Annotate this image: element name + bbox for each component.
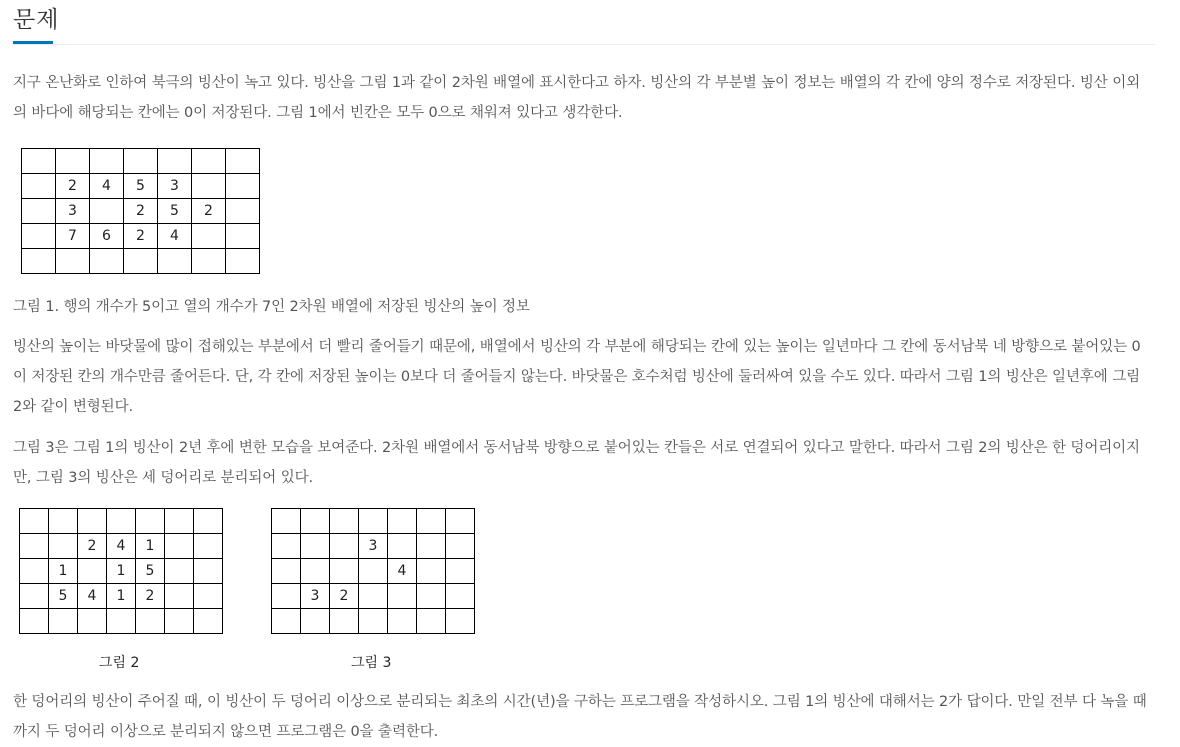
grid-cell: 1: [107, 584, 136, 609]
grid-cell: [388, 609, 417, 634]
grid-cell: [158, 249, 192, 274]
grid-cell: [56, 249, 90, 274]
grid-cell: [330, 559, 359, 584]
paragraph-connectivity: 그림 3은 그림 1의 빙산이 2년 후에 변한 모습을 보여준다. 2차원 배열에서 동서남북 방향으로 붙어있는 칸들은 서로 연결되어 있다고 말한다. 따라서 그림 2의 빙산은 한 덩어리이지만, 그림 3의 빙산은 세 덩어리로 분리되어 있다.: [13, 440, 1140, 486]
grid-row: [20, 559, 223, 584]
grid-row: [20, 509, 223, 534]
grid-cell: [194, 559, 223, 584]
grid-cell: [446, 609, 475, 634]
grid-cell: [301, 509, 330, 534]
grid-row: [272, 584, 475, 609]
grid-cell: [272, 584, 301, 609]
grid-cell: [165, 509, 194, 534]
grid-cell: [20, 584, 49, 609]
grid-cell: [301, 609, 330, 634]
grid-cell: [22, 199, 56, 224]
grid-cell: 2: [124, 224, 158, 249]
grid-row: [22, 199, 260, 224]
grid-cell: [22, 149, 56, 174]
grid-cell: [359, 584, 388, 609]
grid-cell: [20, 559, 49, 584]
grid-row: [22, 249, 260, 274]
grid-cell: [446, 559, 475, 584]
grid-cell: 1: [136, 534, 165, 559]
grid-cell: [194, 584, 223, 609]
grid-cell: [192, 224, 226, 249]
grid-cell: 4: [90, 174, 124, 199]
grid-row: [20, 609, 223, 634]
grid-cell: 2: [56, 174, 90, 199]
grid-cell: 4: [107, 534, 136, 559]
grid-cell: [226, 224, 260, 249]
grid-cell: [272, 534, 301, 559]
section-heading: [13, 0, 59, 40]
section-title: 문제: [13, 7, 60, 33]
grid-cell: 2: [192, 199, 226, 224]
grid-cell: [20, 509, 49, 534]
grid-cell: [124, 149, 158, 174]
grid-cell: [136, 509, 165, 534]
grid-cell: [226, 149, 260, 174]
grid-cell: 2: [136, 584, 165, 609]
grid-cell: [78, 559, 107, 584]
grid-cell: 2: [78, 534, 107, 559]
figure-1-grid: [21, 148, 260, 274]
grid-cell: [446, 534, 475, 559]
grid-cell: [388, 509, 417, 534]
grid-cell: [136, 609, 165, 634]
grid-cell: [301, 559, 330, 584]
figure-2-label: 그림 2: [99, 655, 140, 671]
grid-row: [272, 609, 475, 634]
grid-cell: [192, 249, 226, 274]
grid-cell: [272, 609, 301, 634]
grid-cell: [388, 534, 417, 559]
grid-cell: [90, 249, 124, 274]
grid-cell: [165, 609, 194, 634]
grid-cell: [22, 174, 56, 199]
grid-row: [20, 534, 223, 559]
grid-cell: [388, 584, 417, 609]
grid-cell: [417, 509, 446, 534]
grid-row: [22, 149, 260, 174]
grid-cell: 4: [388, 559, 417, 584]
grid-cell: [417, 559, 446, 584]
grid-cell: [165, 584, 194, 609]
grid-cell: 6: [90, 224, 124, 249]
grid-cell: [56, 149, 90, 174]
grid-cell: [359, 609, 388, 634]
grid-cell: [22, 249, 56, 274]
grid-row: [20, 584, 223, 609]
grid-cell: [107, 609, 136, 634]
grid-cell: [194, 534, 223, 559]
grid-cell: 3: [359, 534, 388, 559]
grid-cell: 3: [158, 174, 192, 199]
grid-cell: [226, 174, 260, 199]
grid-row: [272, 509, 475, 534]
grid-cell: [194, 509, 223, 534]
grid-cell: [417, 609, 446, 634]
grid-cell: [192, 174, 226, 199]
grid-cell: 1: [49, 559, 78, 584]
grid-cell: [417, 534, 446, 559]
grid-cell: 5: [124, 174, 158, 199]
paragraph-melting: 빙산의 높이는 바닷물에 많이 접해있는 부분에서 더 빨리 줄어들기 때문에, 배열에서 빙산의 각 부분에 해당되는 칸에 있는 높이는 일년마다 그 칸에 동서남북 네 방향으로 붙어있는 0이 저장된 칸의 개수만큼 줄어든다. 단, 각 칸에 저장된 높이는 0보다 더 줄어들지 않는다. 바닷물은 호수처럼 빙산에 둘러싸여 있을 수도 있다. 따라서 그림 1의 빙산은 일년후에 그림 2와 같이 변형된다.: [13, 339, 1141, 415]
grid-cell: [49, 534, 78, 559]
grid-cell: [90, 199, 124, 224]
figure-2-grid: [19, 508, 223, 634]
grid-row: [272, 559, 475, 584]
grid-cell: 2: [330, 584, 359, 609]
grid-cell: 5: [49, 584, 78, 609]
grid-cell: [330, 534, 359, 559]
grid-cell: [49, 509, 78, 534]
figure-3-grid: [271, 508, 475, 634]
grid-cell: [194, 609, 223, 634]
grid-cell: 4: [78, 584, 107, 609]
grid-row: [272, 534, 475, 559]
grid-cell: [330, 509, 359, 534]
grid-cell: [272, 559, 301, 584]
paragraph-task: 한 덩어리의 빙산이 주어질 때, 이 빙산이 두 덩어리 이상으로 분리되는 최초의 시간(년)을 구하는 프로그램을 작성하시오. 그림 1의 빙산에 대해서는 2가 답이다. 만일 전부 다 녹을 때까지 두 덩어리 이상으로 분리되지 않으면 프로그램은 0을 출력한다.: [13, 694, 1147, 740]
grid-cell: [226, 249, 260, 274]
grid-cell: 5: [158, 199, 192, 224]
grid-cell: [192, 149, 226, 174]
grid-cell: [359, 509, 388, 534]
grid-cell: [107, 509, 136, 534]
grid-cell: [124, 249, 158, 274]
grid-cell: [226, 199, 260, 224]
grid-cell: [90, 149, 124, 174]
grid-cell: [20, 534, 49, 559]
grid-cell: [78, 609, 107, 634]
grid-cell: [272, 509, 301, 534]
grid-cell: 1: [107, 559, 136, 584]
grid-cell: 5: [136, 559, 165, 584]
grid-cell: 3: [301, 584, 330, 609]
grid-cell: 4: [158, 224, 192, 249]
figure-1-caption: 그림 1. 행의 개수가 5이고 열의 개수가 7인 2차원 배열에 저장된 빙산의 높이 정보: [13, 299, 530, 315]
grid-cell: [158, 149, 192, 174]
figure-3-label: 그림 3: [351, 655, 392, 671]
grid-row: [22, 224, 260, 249]
grid-cell: 2: [124, 199, 158, 224]
grid-cell: [301, 534, 330, 559]
grid-cell: [49, 609, 78, 634]
heading-divider: [13, 44, 1155, 45]
grid-cell: [417, 584, 446, 609]
grid-row: [22, 174, 260, 199]
grid-cell: [78, 509, 107, 534]
grid-cell: [359, 559, 388, 584]
grid-cell: [446, 584, 475, 609]
grid-cell: [22, 224, 56, 249]
grid-cell: 3: [56, 199, 90, 224]
paragraph-intro: 지구 온난화로 인하여 북극의 빙산이 녹고 있다. 빙산을 그림 1과 같이 2차원 배열에 표시한다고 하자. 빙산의 각 부분별 높이 정보는 배열의 각 칸에 양의 정수로 저장된다. 빙산 이외의 바다에 해당되는 칸에는 0이 저장된다. 그림 1에서 빈칸은 모두 0으로 채워져 있다고 생각한다.: [13, 75, 1141, 121]
grid-cell: [165, 559, 194, 584]
grid-cell: [330, 609, 359, 634]
grid-cell: [20, 609, 49, 634]
grid-cell: [446, 509, 475, 534]
grid-cell: 7: [56, 224, 90, 249]
grid-cell: [165, 534, 194, 559]
